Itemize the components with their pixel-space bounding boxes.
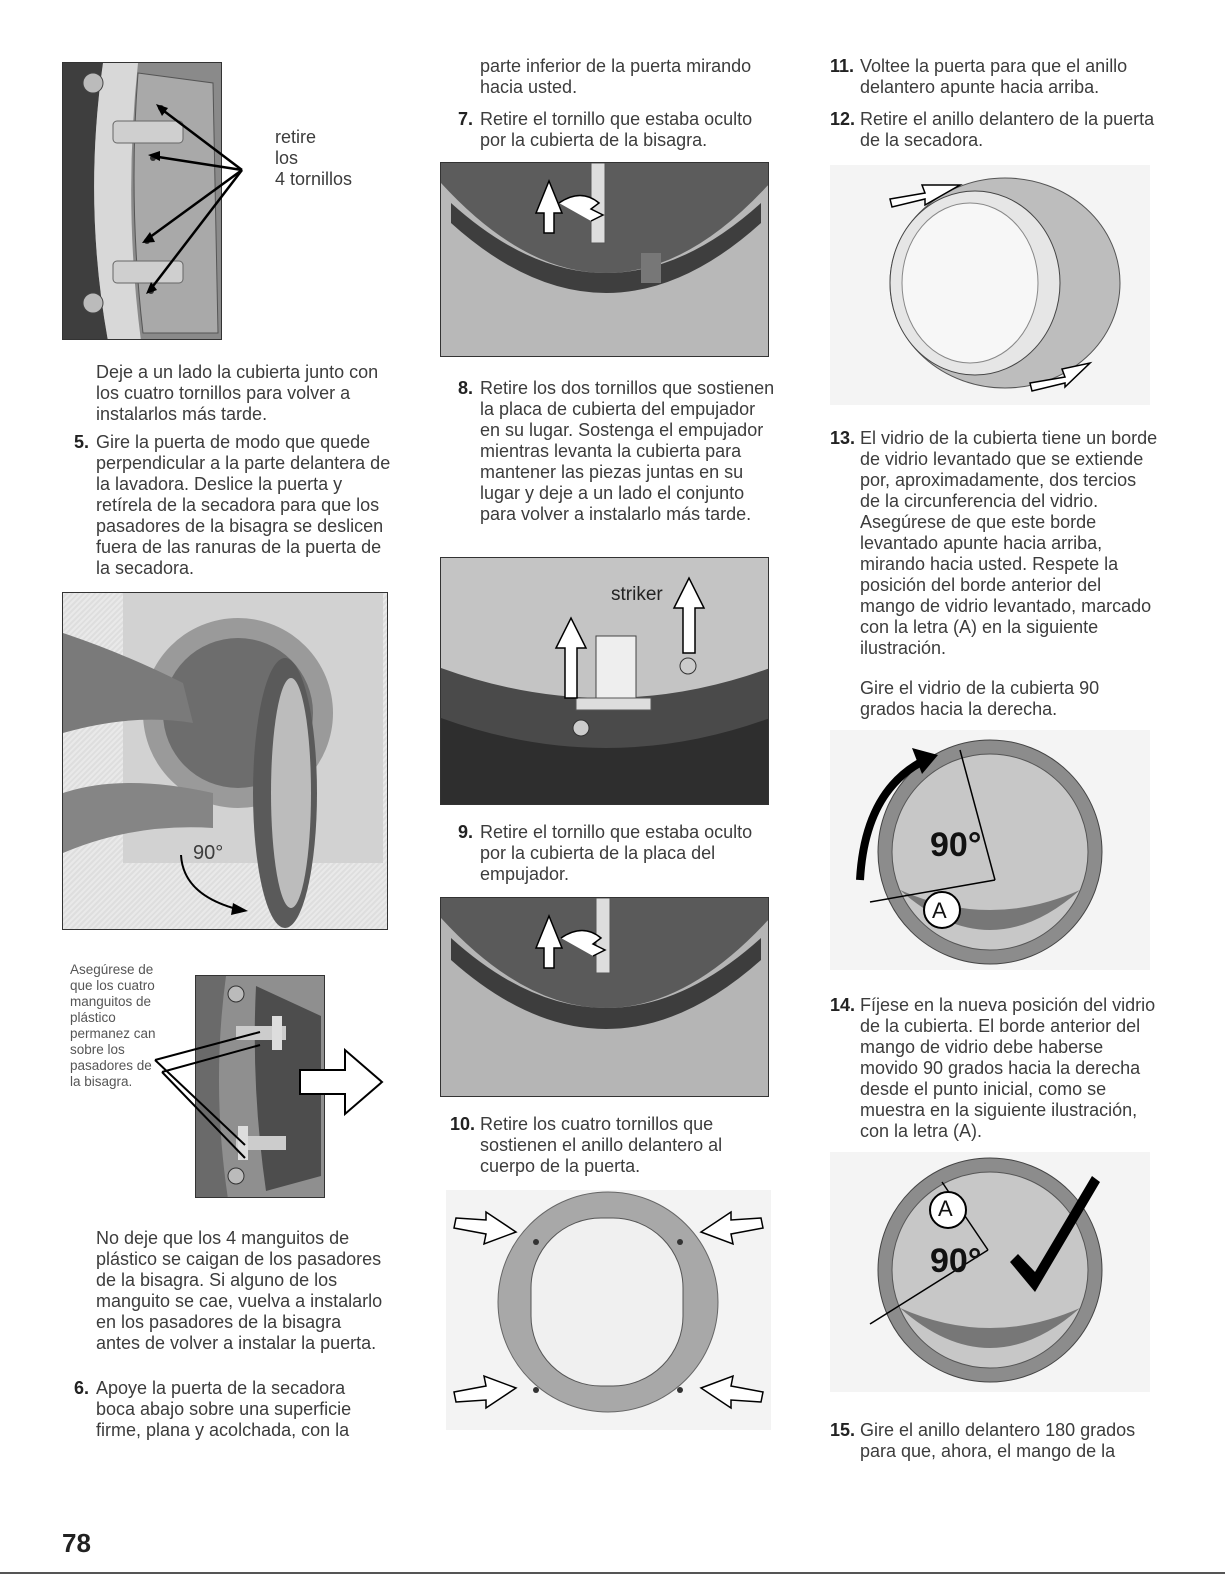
step-text: Retire el tornillo que estaba oculto por la cubierta de la placa del empujador. [480,822,753,884]
step-number: 12. [830,109,856,129]
step-8 [458,378,780,525]
screw-pointer-arrows [130,80,250,340]
fig1-label-4-tornillos: 4 tornillos [275,169,353,189]
step-number: 5. [74,432,90,452]
step-number: 11. [830,56,855,76]
step-15 [830,1420,1160,1462]
start-marker-a: A [932,898,947,923]
striker-illustration [441,558,769,805]
striker-plate-screw-illustration [441,898,769,1097]
step-text: Apoye la puerta de la secadora boca abajo sobre una superficie firme, plana y acolchada, con la [96,1378,352,1440]
glass-rotation-end-figure [830,1152,1150,1392]
sleeves-note: Asegúrese de que los cuatro manguitos de plástico permanez can sobre los pasadores de la bisagra. [70,962,156,1089]
glass-rotation-start-figure [830,730,1150,970]
fig1-label-los: los [275,148,299,168]
glass-rotation-start-illustration [830,730,1150,970]
step-14 [830,995,1160,1142]
step-11 [830,56,1160,98]
step-text: El vidrio de la cubierta tiene un borde de vidrio levantado que se extiende por, aproximadamente, dos tercios de la circunferencia del vidrio. Asegúrese de que este borde levantado apunte hacia arriba, mirando hacia usted. Respete la posición del borde anterior del mango de vidrio levantado, marcado con la letra (A) en la siguiente ilustración. [860,428,1158,658]
step-number: 10. [450,1114,476,1134]
step-text: Retire el anillo delantero de la puerta de la secadora. [860,109,1155,150]
front-ring-removal-illustration [830,165,1150,405]
step-number: 7. [458,109,474,129]
front-ring-screws-figure [446,1190,771,1430]
door-removal-illustration [63,593,388,930]
striker-figure [440,557,769,805]
page-number: 78 [62,1528,91,1558]
step-text: Gire la puerta de modo que quede perpendicular a la parte delantera de la lavadora. Deslice la puerta y retírela de la secadora para que los pasadores de la bisagra se deslicen fuera de las ranuras de la puerta de la secadora. [96,432,391,578]
bottom-rule [0,1572,1225,1574]
step-text: Retire los dos tornillos que sostienen la placa de cubierta del empujador en su lugar. Sostenga el empujador mientras levanta la cubierta para mantener las piezas juntas en su lugar y deje a un lado el conjunto para volver a instalarlo más tarde. [480,378,775,524]
step-5 [74,432,396,579]
start-angle-label: 90° [930,826,982,864]
front-ring-screws-illustration [446,1190,771,1430]
fig1-label-retire: retire [275,127,317,147]
step-number: 9. [458,822,474,842]
glass-rotation-end-illustration [830,1152,1150,1392]
step-10 [450,1114,780,1177]
front-ring-removal-figure [830,165,1150,405]
step-text: Gire el anillo delantero 180 grados para que, ahora, el mango de la [860,1420,1136,1461]
step-text: Fíjese en la nueva posición del vidrio de la cubierta. El borde anterior del mango de vidrio debe haberse movido 90 grados hacia la derecha desde el punto inicial, como se muestra en la siguiente ilustración, con la letra (A). [860,995,1156,1141]
striker-plate-screw-figure [440,897,769,1097]
end-angle-label: 90° [930,1242,982,1280]
step-7 [458,109,780,151]
step-12 [830,109,1160,151]
step-6 [74,1378,386,1441]
hinge-screw-figure [440,162,769,357]
striker-label: striker [611,584,663,605]
step-13 [830,428,1160,659]
end-marker-a: A [938,1196,953,1221]
step-text: Voltee la puerta para que el anillo delantero apunte hacia arriba. [860,56,1128,97]
step-number: 13. [830,428,856,448]
sleeve-pointer-arrows [150,1010,390,1170]
step-number: 8. [458,378,474,398]
step-number: 15. [830,1420,856,1440]
hinge-screw-illustration [441,163,769,357]
no-drop-paragraph: No deje que los 4 manguitos de plástico se caigan de los pasadores de la bisagra. Si alguno de los manguito se cae, vuelva a instalarlo en los pasadores de la bisagra antes de volver a instalar la puerta. [96,1228,383,1353]
angle-label-90: 90° [193,842,224,864]
column2-continuation: parte inferior de la puerta mirando hacia usted. [480,56,752,97]
door-removal-figure [62,592,388,930]
rotate-glass-paragraph: Gire el vidrio de la cubierta 90 grados hacia la derecha. [860,678,1100,719]
step-text: Retire el tornillo que estaba oculto por la cubierta de la bisagra. [480,109,753,150]
step-number: 6. [74,1378,90,1398]
step-text: Retire los cuatro tornillos que sostienen el anillo delantero al cuerpo de la puerta. [480,1114,723,1176]
set-aside-paragraph: Deje a un lado la cubierta junto con los cuatro tornillos para volver a instalarlos más tarde. [96,362,379,424]
step-9 [458,822,780,885]
step-number: 14. [830,995,856,1015]
